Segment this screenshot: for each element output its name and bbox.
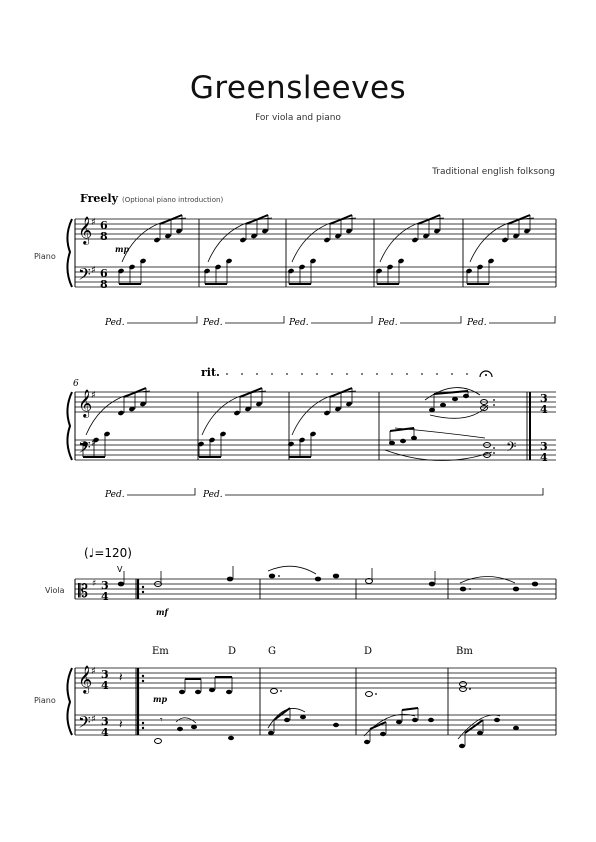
piano-bass-notes <box>119 708 519 748</box>
svg-text:8: 8 <box>100 278 108 291</box>
svg-text:𝄽: 𝄽 <box>119 717 123 731</box>
bass-staff-3 <box>75 715 556 735</box>
svg-text:Ped.: Ped. <box>467 318 487 328</box>
svg-text:6: 6 <box>100 267 108 280</box>
tempo-marking: (♩=120) <box>84 546 132 560</box>
svg-text:𝄾: 𝄾 <box>160 715 163 726</box>
svg-text:Ped.: Ped. <box>289 318 309 328</box>
chord-symbol: Bm <box>456 646 473 657</box>
score-subtitle: For viola and piano <box>255 113 341 123</box>
system-2 <box>67 366 556 500</box>
svg-text:3: 3 <box>540 392 548 405</box>
viola-staff <box>75 579 556 599</box>
svg-text:3: 3 <box>101 715 109 728</box>
chord-symbol: D <box>364 646 373 657</box>
svg-text:Ped.: Ped. <box>378 318 398 328</box>
dynamic-mp: mp <box>115 244 130 254</box>
bass-clef: 𝄢 <box>78 712 91 736</box>
measure-number: 6 <box>73 379 79 389</box>
system-3 <box>34 546 556 748</box>
svg-text:4: 4 <box>540 451 548 464</box>
svg-text:4: 4 <box>101 590 109 603</box>
dynamic-mp: mp <box>153 694 168 704</box>
svg-text:♯: ♯ <box>91 438 96 449</box>
time-signature-1 <box>100 219 108 291</box>
composer-credit: Traditional english folksong <box>432 167 555 177</box>
treble-clef: 𝄞 <box>78 665 93 693</box>
svg-text:4: 4 <box>101 726 109 739</box>
svg-text:4: 4 <box>101 679 109 692</box>
instrument-label-piano: Piano <box>34 252 56 261</box>
treble-staff-1 <box>75 219 556 239</box>
svg-text:Ped.: Ped. <box>105 490 125 500</box>
treble-clef: 𝄞 <box>78 216 93 244</box>
svg-text:Ped.: Ped. <box>203 318 223 328</box>
svg-text:♯: ♯ <box>91 390 96 401</box>
chord-symbol: G <box>268 646 276 657</box>
svg-text:3: 3 <box>540 440 548 453</box>
held-chord <box>385 388 495 461</box>
svg-text:3: 3 <box>101 579 109 592</box>
time-signature-change <box>540 392 548 464</box>
bow-mark: V <box>117 565 123 574</box>
treble-clef: 𝄞 <box>78 389 93 417</box>
tempo-note: (Optional piano introduction) <box>122 196 224 204</box>
ritardando: rit. <box>201 366 220 379</box>
svg-text:♯: ♯ <box>91 714 96 725</box>
svg-text:3: 3 <box>101 668 109 681</box>
time-signature-3 <box>101 579 109 739</box>
chord-symbol: D <box>228 646 237 657</box>
svg-text:4: 4 <box>540 403 548 416</box>
system-1 <box>34 192 556 328</box>
alto-clef: 𝄡 <box>78 581 89 602</box>
score-title: Greensleeves <box>189 70 407 106</box>
svg-text:Ped.: Ped. <box>203 490 223 500</box>
instrument-label-piano: Piano <box>34 696 56 705</box>
key-sharp: ♯ <box>91 217 96 228</box>
svg-text:8: 8 <box>100 230 108 243</box>
svg-text:♯: ♯ <box>92 579 97 589</box>
svg-text:𝄽: 𝄽 <box>119 670 123 684</box>
bass-clef: 𝄢 <box>78 437 91 461</box>
key-sharp: ♯ <box>91 265 96 276</box>
svg-text:Ped.: Ped. <box>105 318 125 328</box>
dynamic-mf: mf <box>156 607 168 617</box>
svg-text:𝄢: 𝄢 <box>506 439 517 458</box>
svg-text:6: 6 <box>100 219 108 232</box>
treble-staff-3 <box>75 668 556 688</box>
bass-clef: 𝄢 <box>78 264 91 288</box>
chord-symbol: Em <box>152 646 169 657</box>
svg-text:♯: ♯ <box>91 666 96 677</box>
tempo-text: Freely <box>80 192 118 205</box>
chord-symbols <box>152 646 473 657</box>
instrument-label-viola: Viola <box>45 586 65 595</box>
